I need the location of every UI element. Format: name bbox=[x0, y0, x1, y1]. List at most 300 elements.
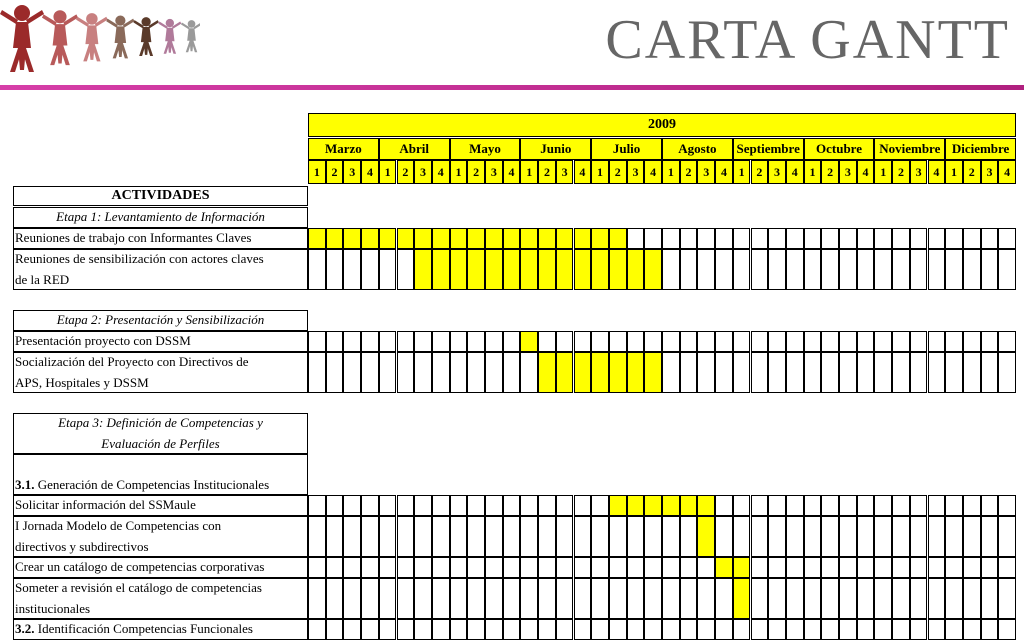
gantt-bar-cell bbox=[697, 516, 715, 557]
gantt-bar-cell bbox=[591, 249, 609, 290]
week-label: 1 bbox=[597, 165, 604, 179]
gantt-empty-cell bbox=[397, 516, 415, 557]
week-label: 1 bbox=[455, 165, 462, 179]
gantt-empty-cell bbox=[874, 249, 892, 290]
gantt-empty-cell bbox=[326, 331, 344, 352]
gantt-empty-cell bbox=[981, 578, 999, 619]
gantt-bar-cell bbox=[485, 249, 503, 290]
week-label: 2 bbox=[756, 165, 763, 179]
gantt-empty-cell bbox=[680, 557, 698, 578]
gantt-empty-cell bbox=[928, 331, 946, 352]
gantt-empty-cell bbox=[821, 495, 839, 516]
gantt-empty-cell bbox=[680, 578, 698, 619]
gantt-empty-cell bbox=[680, 249, 698, 290]
gantt-empty-cell bbox=[644, 578, 662, 619]
gantt-empty-cell bbox=[450, 495, 468, 516]
gantt-bar-cell bbox=[520, 228, 538, 249]
gantt-empty-cell bbox=[467, 557, 485, 578]
gantt-empty-cell bbox=[609, 516, 627, 557]
stage-label: Etapa 2: Presentación y Sensibilización bbox=[56, 312, 265, 327]
week-label: 4 bbox=[508, 165, 515, 179]
gantt-empty-cell bbox=[839, 228, 857, 249]
task-label: Solicitar información del SSMaule bbox=[15, 497, 196, 512]
gantt-empty-cell bbox=[609, 578, 627, 619]
task-label: Socialización del Proyecto con Directivos de bbox=[15, 354, 249, 369]
gantt-empty-cell bbox=[343, 249, 361, 290]
gantt-empty-cell bbox=[414, 495, 432, 516]
gantt-empty-cell bbox=[928, 578, 946, 619]
gantt-empty-cell bbox=[467, 578, 485, 619]
gantt-empty-cell bbox=[768, 495, 786, 516]
gantt-empty-cell bbox=[308, 331, 326, 352]
week-label: 2 bbox=[614, 165, 621, 179]
gantt-empty-cell bbox=[981, 249, 999, 290]
gantt-empty-cell bbox=[910, 352, 928, 393]
gantt-empty-cell bbox=[945, 495, 963, 516]
gantt-bar-cell bbox=[609, 495, 627, 516]
task-label: institucionales bbox=[15, 600, 91, 616]
gantt-empty-cell bbox=[361, 578, 379, 619]
gantt-empty-cell bbox=[432, 495, 450, 516]
gantt-empty-cell bbox=[998, 516, 1016, 557]
gantt-empty-cell bbox=[697, 228, 715, 249]
gantt-empty-cell bbox=[379, 516, 397, 557]
week-label: 4 bbox=[933, 165, 940, 179]
gantt-empty-cell bbox=[609, 331, 627, 352]
page-title: CARTA GANTT bbox=[605, 9, 1010, 71]
gantt-empty-cell bbox=[821, 578, 839, 619]
gantt-empty-cell bbox=[857, 352, 875, 393]
gantt-empty-cell bbox=[892, 331, 910, 352]
gantt-empty-cell bbox=[556, 331, 574, 352]
gantt-empty-cell bbox=[768, 249, 786, 290]
month-label: Noviembre bbox=[879, 141, 941, 156]
gantt-empty-cell bbox=[574, 495, 592, 516]
gantt-empty-cell bbox=[821, 516, 839, 557]
month-label: Abril bbox=[399, 141, 429, 156]
gantt-empty-cell bbox=[839, 578, 857, 619]
person-figure-icon bbox=[42, 10, 78, 65]
gantt-bar-cell bbox=[397, 228, 415, 249]
gantt-empty-cell bbox=[467, 331, 485, 352]
gantt-empty-cell bbox=[963, 495, 981, 516]
week-label: 2 bbox=[473, 165, 480, 179]
gantt-empty-cell bbox=[432, 352, 450, 393]
gantt-empty-cell bbox=[945, 331, 963, 352]
gantt-empty-cell bbox=[945, 557, 963, 578]
gantt-bar-cell bbox=[574, 228, 592, 249]
gantt-bar-cell bbox=[627, 352, 645, 393]
gantt-empty-cell bbox=[768, 516, 786, 557]
task-label: Reuniones de trabajo con Informantes Claves bbox=[15, 230, 252, 245]
gantt-empty-cell bbox=[892, 516, 910, 557]
gantt-empty-cell bbox=[326, 578, 344, 619]
gantt-empty-cell bbox=[680, 331, 698, 352]
gantt-empty-cell bbox=[821, 557, 839, 578]
gantt-empty-cell bbox=[485, 557, 503, 578]
gantt-empty-cell bbox=[343, 578, 361, 619]
gantt-empty-cell bbox=[786, 249, 804, 290]
gantt-empty-cell bbox=[397, 352, 415, 393]
gantt-empty-cell bbox=[998, 249, 1016, 290]
task-label: directivos y subdirectivos bbox=[15, 538, 149, 554]
week-label: 1 bbox=[809, 165, 816, 179]
gantt-empty-cell bbox=[733, 228, 751, 249]
task-label: I Jornada Modelo de Competencias con bbox=[15, 518, 222, 533]
week-label: 2 bbox=[331, 165, 338, 179]
gantt-empty-cell bbox=[485, 495, 503, 516]
gantt-empty-cell bbox=[733, 249, 751, 290]
gantt-empty-cell bbox=[361, 352, 379, 393]
gantt-bar-cell bbox=[326, 228, 344, 249]
gantt-empty-cell bbox=[379, 331, 397, 352]
gantt-empty-cell bbox=[450, 331, 468, 352]
gantt-empty-cell bbox=[680, 516, 698, 557]
gantt-empty-cell bbox=[538, 495, 556, 516]
task-label: Presentación proyecto con DSSM bbox=[15, 333, 191, 348]
gantt-empty-cell bbox=[361, 331, 379, 352]
gantt-empty-cell bbox=[963, 249, 981, 290]
gantt-empty-cell bbox=[874, 352, 892, 393]
gantt-empty-cell bbox=[503, 331, 521, 352]
week-label: 3 bbox=[561, 165, 568, 179]
week-label: 2 bbox=[897, 165, 904, 179]
gantt-empty-cell bbox=[928, 557, 946, 578]
gantt-empty-cell bbox=[574, 331, 592, 352]
gantt-empty-cell bbox=[379, 557, 397, 578]
month-label: Agosto bbox=[678, 141, 717, 156]
week-label: 4 bbox=[650, 165, 657, 179]
gantt-bar-cell bbox=[574, 249, 592, 290]
gantt-empty-cell bbox=[892, 495, 910, 516]
gantt-empty-cell bbox=[680, 352, 698, 393]
gantt-empty-cell bbox=[804, 557, 822, 578]
gantt-empty-cell bbox=[839, 495, 857, 516]
gantt-empty-cell bbox=[397, 495, 415, 516]
gantt-empty-cell bbox=[963, 331, 981, 352]
gantt-bar-cell bbox=[715, 557, 733, 578]
week-label: 4 bbox=[366, 165, 373, 179]
gantt-empty-cell bbox=[591, 578, 609, 619]
gantt-bar-cell bbox=[556, 249, 574, 290]
week-label: 3 bbox=[632, 165, 639, 179]
gantt-empty-cell bbox=[945, 352, 963, 393]
week-label: 2 bbox=[968, 165, 975, 179]
gantt-empty-cell bbox=[520, 516, 538, 557]
gantt-empty-cell bbox=[450, 578, 468, 619]
gantt-empty-cell bbox=[556, 495, 574, 516]
gantt-empty-cell bbox=[821, 331, 839, 352]
gantt-empty-cell bbox=[574, 578, 592, 619]
gantt-empty-cell bbox=[874, 516, 892, 557]
gantt-empty-cell bbox=[998, 557, 1016, 578]
gantt-bar-cell bbox=[733, 557, 751, 578]
gantt-empty-cell bbox=[662, 516, 680, 557]
gantt-bar-cell bbox=[538, 352, 556, 393]
gantt-bar-cell bbox=[432, 228, 450, 249]
gantt-empty-cell bbox=[326, 516, 344, 557]
gantt-bar-cell bbox=[538, 249, 556, 290]
gantt-empty-cell bbox=[857, 495, 875, 516]
gantt-empty-cell bbox=[308, 516, 326, 557]
gantt-bar-cell bbox=[627, 495, 645, 516]
gantt-empty-cell bbox=[998, 228, 1016, 249]
gantt-bar-cell bbox=[450, 249, 468, 290]
gantt-bar-cell bbox=[556, 352, 574, 393]
gantt-empty-cell bbox=[520, 352, 538, 393]
gantt-empty-cell bbox=[804, 495, 822, 516]
gantt-empty-cell bbox=[680, 228, 698, 249]
gantt-empty-cell bbox=[308, 495, 326, 516]
gantt-empty-cell bbox=[591, 516, 609, 557]
gantt-empty-cell bbox=[910, 249, 928, 290]
person-figure-icon bbox=[181, 20, 200, 52]
person-figure-icon bbox=[106, 15, 134, 58]
gantt-empty-cell bbox=[981, 331, 999, 352]
gantt-empty-cell bbox=[945, 578, 963, 619]
gantt-bar-cell bbox=[414, 249, 432, 290]
gantt-empty-cell bbox=[450, 557, 468, 578]
gantt-empty-cell bbox=[343, 352, 361, 393]
gantt-bar-cell bbox=[556, 228, 574, 249]
gantt-empty-cell bbox=[857, 557, 875, 578]
gantt-empty-cell bbox=[733, 516, 751, 557]
week-label: 1 bbox=[384, 165, 391, 179]
gantt-empty-cell bbox=[857, 331, 875, 352]
gantt-empty-cell bbox=[379, 495, 397, 516]
gantt-bar-cell bbox=[697, 495, 715, 516]
stage-label: Etapa 1: Levantamiento de Información bbox=[56, 209, 265, 224]
gantt-empty-cell bbox=[662, 578, 680, 619]
gantt-empty-cell bbox=[326, 495, 344, 516]
week-label: 3 bbox=[349, 165, 356, 179]
gantt-empty-cell bbox=[768, 331, 786, 352]
subsection-number: 3.2. bbox=[15, 621, 38, 636]
gantt-bar-cell bbox=[591, 352, 609, 393]
gantt-bar-cell bbox=[414, 228, 432, 249]
gantt-empty-cell bbox=[874, 495, 892, 516]
week-label: 3 bbox=[490, 165, 497, 179]
gantt-empty-cell bbox=[857, 578, 875, 619]
gantt-empty-cell bbox=[379, 578, 397, 619]
gantt-empty-cell bbox=[786, 578, 804, 619]
gantt-bar-cell bbox=[308, 228, 326, 249]
gantt-empty-cell bbox=[874, 331, 892, 352]
week-label: 3 bbox=[774, 165, 781, 179]
gantt-empty-cell bbox=[308, 352, 326, 393]
gantt-empty-cell bbox=[308, 249, 326, 290]
gantt-empty-cell bbox=[981, 228, 999, 249]
gantt-empty-cell bbox=[857, 516, 875, 557]
gantt-bar-cell bbox=[662, 495, 680, 516]
month-label: Diciembre bbox=[951, 141, 1010, 156]
stage-label: Etapa 3: Definición de Competencias y bbox=[58, 415, 263, 430]
gantt-empty-cell bbox=[697, 352, 715, 393]
gantt-bar-cell bbox=[467, 249, 485, 290]
stage-label: Evaluación de Perfiles bbox=[101, 435, 220, 451]
gantt-empty-cell bbox=[963, 516, 981, 557]
gantt-empty-cell bbox=[963, 578, 981, 619]
gantt-empty-cell bbox=[361, 557, 379, 578]
gantt-empty-cell bbox=[998, 495, 1016, 516]
person-figure-icon bbox=[133, 17, 159, 56]
gantt-empty-cell bbox=[715, 228, 733, 249]
gantt-empty-cell bbox=[397, 249, 415, 290]
gantt-empty-cell bbox=[326, 557, 344, 578]
gantt-bar-cell bbox=[644, 249, 662, 290]
week-label: 2 bbox=[827, 165, 834, 179]
gantt-empty-cell bbox=[397, 331, 415, 352]
gantt-empty-cell bbox=[414, 352, 432, 393]
gantt-empty-cell bbox=[503, 495, 521, 516]
month-label: Marzo bbox=[324, 141, 362, 156]
gantt-empty-cell bbox=[857, 228, 875, 249]
gantt-empty-cell bbox=[786, 557, 804, 578]
gantt-empty-cell bbox=[697, 331, 715, 352]
gantt-empty-cell bbox=[963, 228, 981, 249]
gantt-bar-cell bbox=[485, 228, 503, 249]
gantt-empty-cell bbox=[786, 331, 804, 352]
week-label: 4 bbox=[791, 165, 798, 179]
gantt-bar-cell bbox=[591, 228, 609, 249]
gantt-empty-cell bbox=[485, 516, 503, 557]
gantt-empty-cell bbox=[591, 331, 609, 352]
gantt-empty-cell bbox=[343, 495, 361, 516]
gantt-empty-cell bbox=[768, 578, 786, 619]
gantt-bar-cell bbox=[503, 228, 521, 249]
gantt-bar-cell bbox=[450, 228, 468, 249]
gantt-empty-cell bbox=[627, 516, 645, 557]
gantt-empty-cell bbox=[715, 331, 733, 352]
week-label: 3 bbox=[986, 165, 993, 179]
gantt-empty-cell bbox=[432, 516, 450, 557]
gantt-empty-cell bbox=[786, 352, 804, 393]
gantt-empty-cell bbox=[981, 516, 999, 557]
gantt-empty-cell bbox=[751, 578, 769, 619]
gantt-empty-cell bbox=[998, 352, 1016, 393]
gantt-empty-cell bbox=[751, 495, 769, 516]
task-label: 3.2. Identificación Competencias Funcionales bbox=[15, 621, 253, 636]
gantt-empty-cell bbox=[414, 578, 432, 619]
gantt-empty-cell bbox=[538, 578, 556, 619]
gantt-empty-cell bbox=[821, 249, 839, 290]
gantt-empty-cell bbox=[397, 557, 415, 578]
gantt-empty-cell bbox=[361, 495, 379, 516]
gantt-empty-cell bbox=[981, 495, 999, 516]
gantt-empty-cell bbox=[874, 228, 892, 249]
task-label: APS, Hospitales y DSSM bbox=[15, 374, 149, 390]
week-label: 1 bbox=[667, 165, 674, 179]
gantt-empty-cell bbox=[839, 516, 857, 557]
gantt-empty-cell bbox=[697, 557, 715, 578]
gantt-empty-cell bbox=[503, 516, 521, 557]
gantt-bar-cell bbox=[520, 331, 538, 352]
gantt-bar-cell bbox=[627, 249, 645, 290]
gantt-empty-cell bbox=[379, 352, 397, 393]
gantt-empty-cell bbox=[662, 228, 680, 249]
gantt-bar-cell bbox=[467, 228, 485, 249]
gantt-empty-cell bbox=[928, 228, 946, 249]
gantt-empty-cell bbox=[662, 331, 680, 352]
gantt-empty-cell bbox=[945, 516, 963, 557]
gantt-empty-cell bbox=[308, 557, 326, 578]
gantt-empty-cell bbox=[414, 557, 432, 578]
week-label: 4 bbox=[720, 165, 727, 179]
gantt-empty-cell bbox=[892, 557, 910, 578]
month-label: Julio bbox=[612, 141, 641, 156]
gantt-empty-cell bbox=[432, 331, 450, 352]
gantt-empty-cell bbox=[343, 557, 361, 578]
gantt-bar-cell bbox=[379, 228, 397, 249]
week-label: 4 bbox=[579, 165, 586, 179]
month-label: Octubre bbox=[816, 141, 862, 156]
gantt-empty-cell bbox=[503, 352, 521, 393]
gantt-empty-cell bbox=[751, 557, 769, 578]
gantt-empty-cell bbox=[503, 578, 521, 619]
gantt-bar-cell bbox=[574, 352, 592, 393]
gantt-empty-cell bbox=[963, 557, 981, 578]
gantt-empty-cell bbox=[786, 228, 804, 249]
gantt-bar-cell bbox=[609, 228, 627, 249]
gantt-empty-cell bbox=[892, 578, 910, 619]
gantt-empty-cell bbox=[432, 578, 450, 619]
gantt-empty-cell bbox=[821, 228, 839, 249]
gantt-empty-cell bbox=[538, 331, 556, 352]
task-label: Crear un catálogo de competencias corporativas bbox=[15, 559, 265, 574]
gantt-empty-cell bbox=[998, 331, 1016, 352]
gantt-empty-cell bbox=[343, 516, 361, 557]
gantt-empty-cell bbox=[379, 249, 397, 290]
gantt-empty-cell bbox=[892, 249, 910, 290]
gantt-empty-cell bbox=[432, 557, 450, 578]
gantt-empty-cell bbox=[945, 228, 963, 249]
gantt-empty-cell bbox=[804, 352, 822, 393]
gantt-bar-cell bbox=[680, 495, 698, 516]
gantt-empty-cell bbox=[467, 516, 485, 557]
gantt-empty-cell bbox=[627, 557, 645, 578]
gantt-empty-cell bbox=[857, 249, 875, 290]
gantt-empty-cell bbox=[874, 578, 892, 619]
gantt-empty-cell bbox=[485, 331, 503, 352]
gantt-empty-cell bbox=[910, 228, 928, 249]
gantt-empty-cell bbox=[591, 495, 609, 516]
gantt-empty-cell bbox=[945, 249, 963, 290]
month-label: Septiembre bbox=[736, 141, 800, 156]
gantt-empty-cell bbox=[644, 516, 662, 557]
week-label: 2 bbox=[543, 165, 550, 179]
week-label: 2 bbox=[685, 165, 692, 179]
gantt-empty-cell bbox=[715, 249, 733, 290]
gantt-empty-cell bbox=[751, 228, 769, 249]
gantt-empty-cell bbox=[627, 578, 645, 619]
week-label: 3 bbox=[844, 165, 851, 179]
gantt-bar-cell bbox=[538, 228, 556, 249]
gantt-empty-cell bbox=[556, 578, 574, 619]
gantt-empty-cell bbox=[343, 331, 361, 352]
gantt-empty-cell bbox=[538, 557, 556, 578]
gantt-empty-cell bbox=[326, 352, 344, 393]
gantt-empty-cell bbox=[874, 557, 892, 578]
gantt-empty-cell bbox=[910, 495, 928, 516]
task-label: 3.1. Generación de Competencias Institucionales bbox=[15, 476, 270, 492]
person-figure-icon bbox=[0, 5, 44, 72]
gantt-empty-cell bbox=[397, 578, 415, 619]
gantt-empty-cell bbox=[644, 331, 662, 352]
gantt-empty-cell bbox=[450, 516, 468, 557]
gantt-empty-cell bbox=[467, 352, 485, 393]
gantt-empty-cell bbox=[839, 352, 857, 393]
gantt-empty-cell bbox=[910, 331, 928, 352]
